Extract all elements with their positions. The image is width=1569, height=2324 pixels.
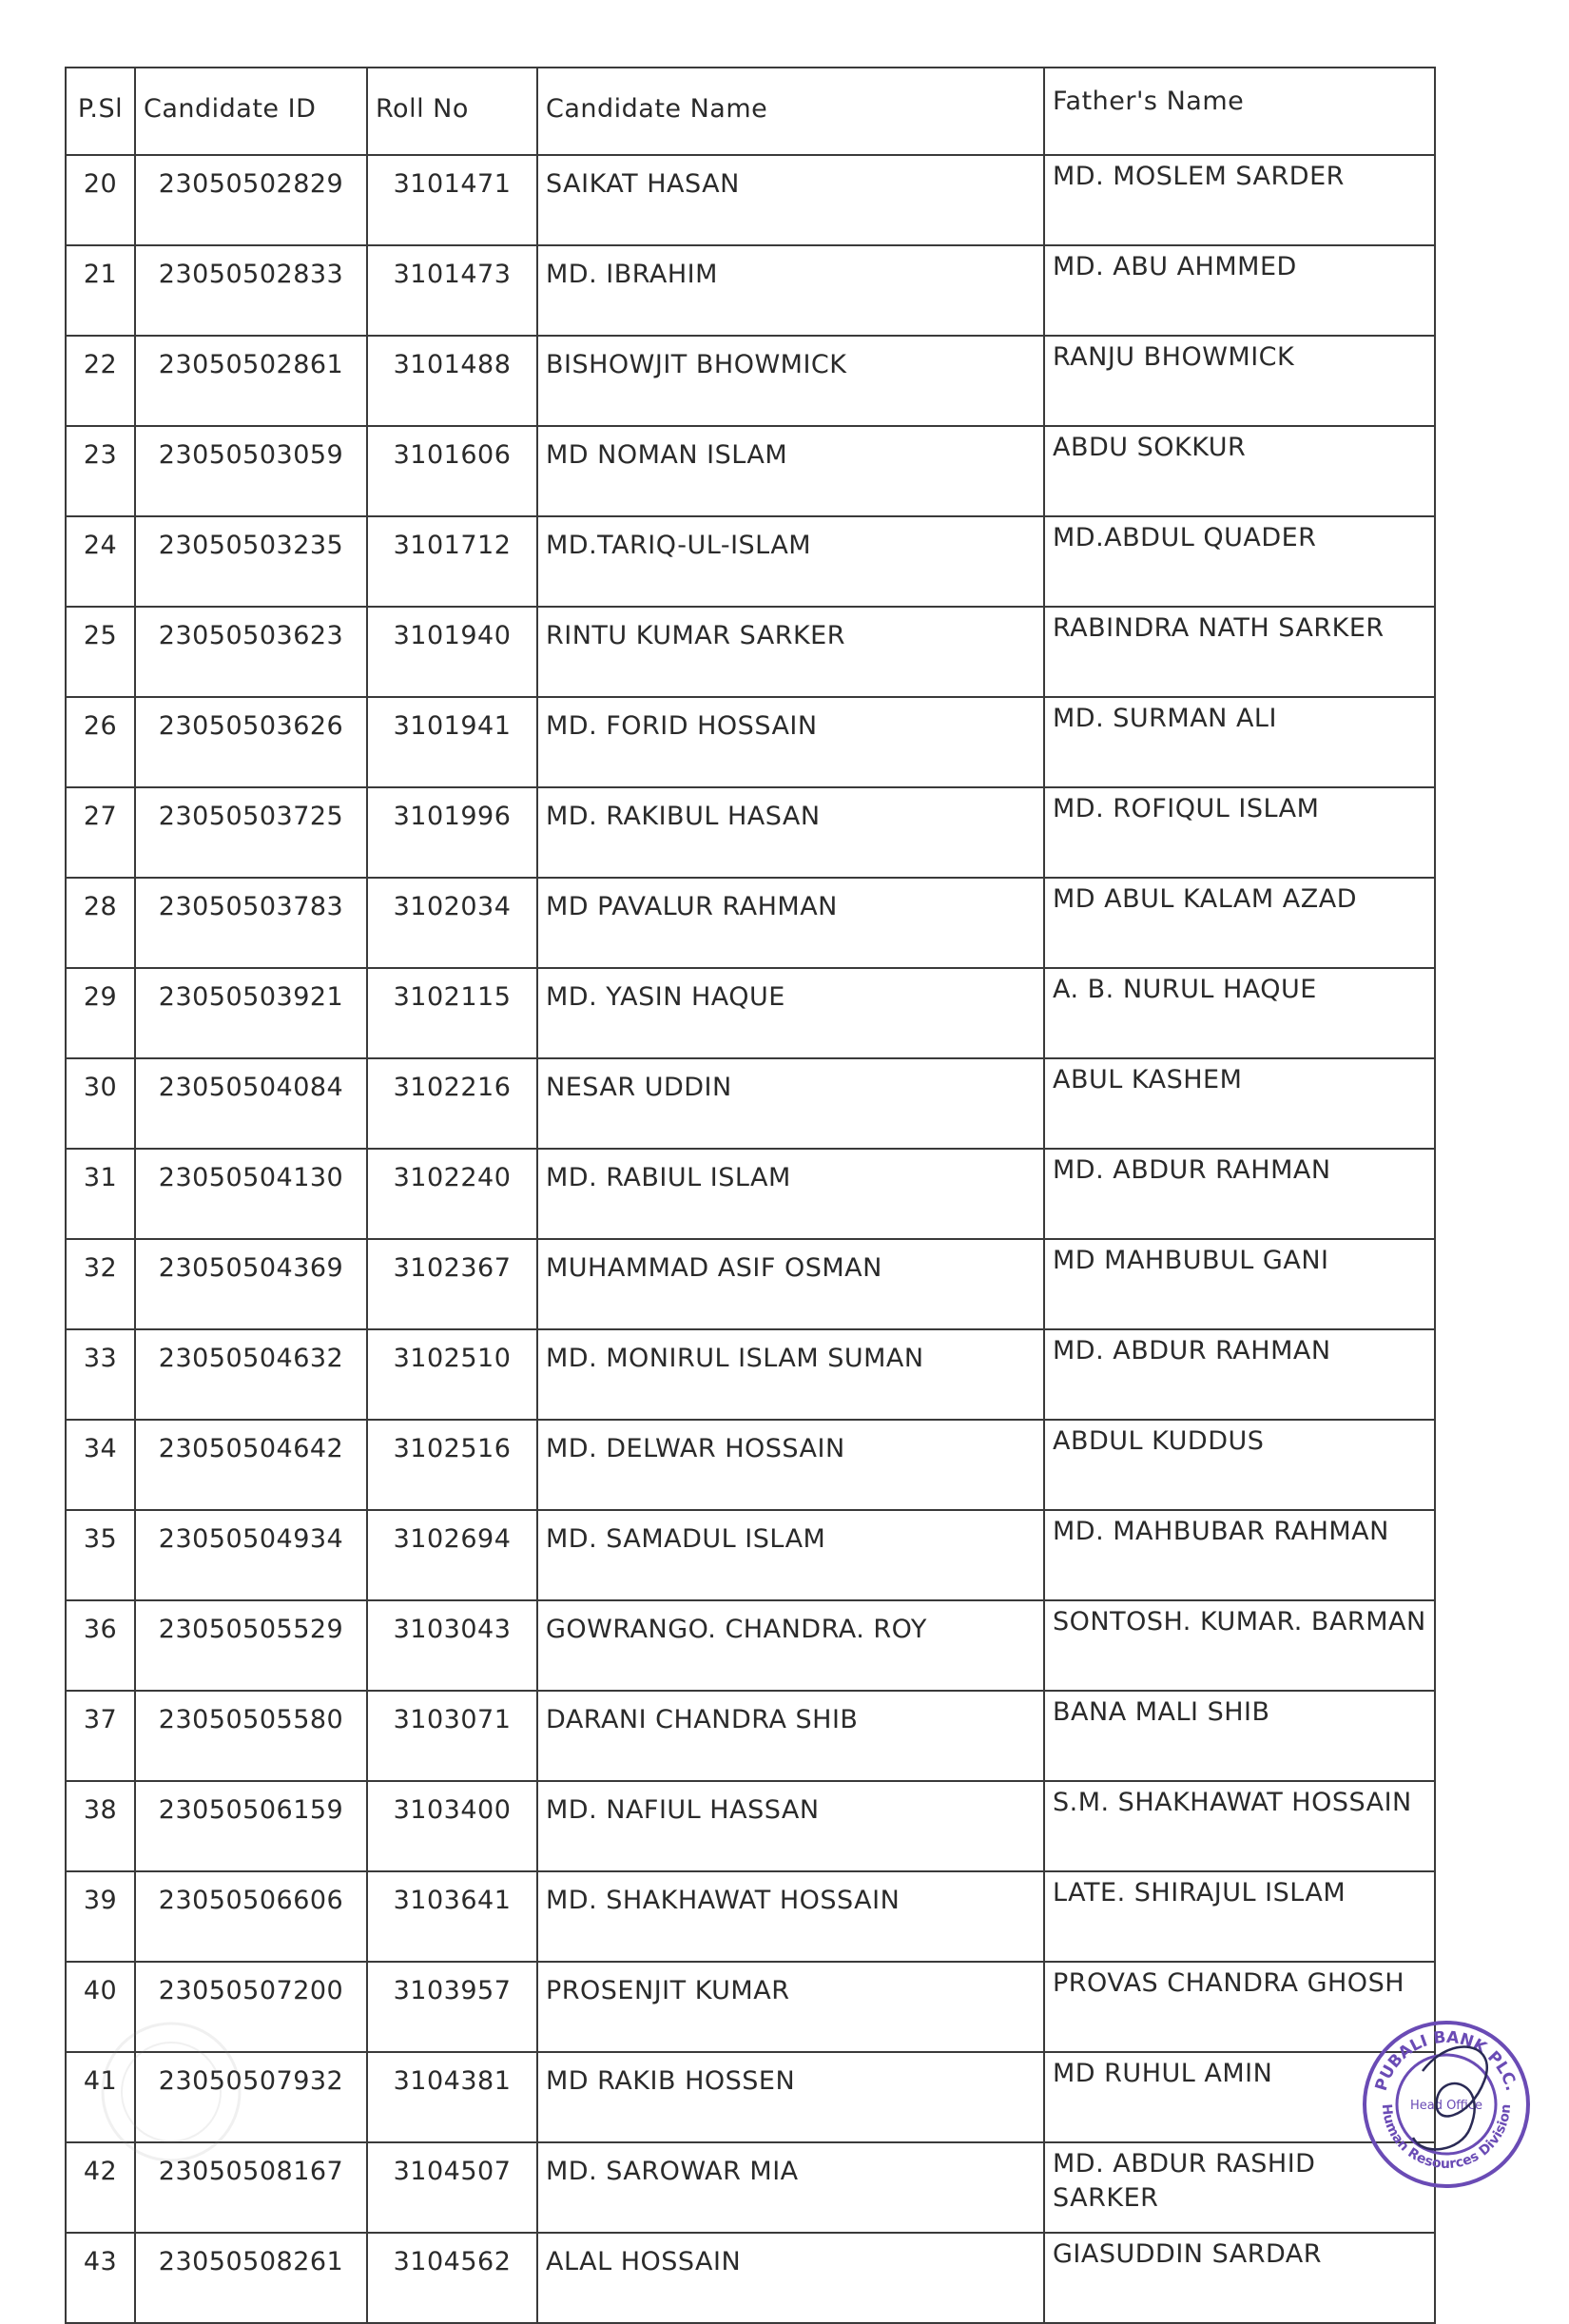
cell-fathers-name: ABDUL KUDDUS <box>1044 1420 1435 1510</box>
table-row <box>66 1781 1435 1871</box>
cell-roll-no: 3101941 <box>367 697 537 787</box>
cell-candidate-id: 23050505529 <box>135 1600 367 1691</box>
cell-candidate-name: MD.TARIQ-UL-ISLAM <box>537 516 1044 607</box>
table-row <box>66 1420 1435 1510</box>
cell-psl: 27 <box>66 787 135 878</box>
cell-candidate-name: GOWRANGO. CHANDRA. ROY <box>537 1600 1044 1691</box>
cell-candidate-id: 23050502861 <box>135 336 367 426</box>
cell-fathers-name: MD RUHUL AMIN <box>1044 2052 1435 2142</box>
cell-candidate-id: 23050504369 <box>135 1239 367 1329</box>
svg-text:PUBALI BANK PLC.: PUBALI BANK PLC. <box>1371 2027 1521 2094</box>
cell-candidate-name: ALAL HOSSAIN <box>537 2233 1044 2323</box>
header-psl: P.Sl <box>66 68 135 155</box>
cell-fathers-name: ABDU SOKKUR <box>1044 426 1435 516</box>
table-row <box>66 1329 1435 1420</box>
cell-psl: 33 <box>66 1329 135 1420</box>
cell-psl: 24 <box>66 516 135 607</box>
table-row <box>66 787 1435 878</box>
cell-psl: 26 <box>66 697 135 787</box>
table-row <box>66 2233 1435 2323</box>
cell-roll-no: 3102516 <box>367 1420 537 1510</box>
cell-candidate-id: 23050503235 <box>135 516 367 607</box>
cell-candidate-id: 23050504642 <box>135 1420 367 1510</box>
cell-fathers-name: RABINDRA NATH SARKER <box>1044 607 1435 697</box>
cell-psl: 20 <box>66 155 135 245</box>
cell-roll-no: 3103071 <box>367 1691 537 1781</box>
cell-candidate-id: 23050508167 <box>135 2142 367 2233</box>
table-row <box>66 1058 1435 1149</box>
cell-candidate-name: MD PAVALUR RAHMAN <box>537 878 1044 968</box>
cell-candidate-name: DARANI CHANDRA SHIB <box>537 1691 1044 1781</box>
cell-candidate-id: 23050503921 <box>135 968 367 1058</box>
cell-roll-no: 3104381 <box>367 2052 537 2142</box>
cell-psl: 25 <box>66 607 135 697</box>
cell-fathers-name: MD. MAHBUBAR RAHMAN <box>1044 1510 1435 1600</box>
table-row <box>66 516 1435 607</box>
table-row <box>66 426 1435 516</box>
cell-fathers-name: MD. ABU AHMMED <box>1044 245 1435 336</box>
table-row <box>66 2142 1435 2233</box>
cell-roll-no: 3101712 <box>367 516 537 607</box>
cell-psl: 31 <box>66 1149 135 1239</box>
cell-candidate-name: MD. NAFIUL HASSAN <box>537 1781 1044 1871</box>
cell-fathers-name: ABUL KASHEM <box>1044 1058 1435 1149</box>
cell-fathers-name: MD. ROFIQUL ISLAM <box>1044 787 1435 878</box>
cell-psl: 39 <box>66 1871 135 1962</box>
cell-fathers-name: MD. SURMAN ALI <box>1044 697 1435 787</box>
table-row <box>66 1239 1435 1329</box>
cell-candidate-id: 23050508261 <box>135 2233 367 2323</box>
table-body <box>66 155 1435 2323</box>
cell-candidate-id: 23050502833 <box>135 245 367 336</box>
table-row <box>66 697 1435 787</box>
cell-candidate-name: MD. RAKIBUL HASAN <box>537 787 1044 878</box>
cell-candidate-id: 23050503626 <box>135 697 367 787</box>
header-roll-no: Roll No <box>367 68 537 155</box>
cell-candidate-name: MD. SHAKHAWAT HOSSAIN <box>537 1871 1044 1962</box>
cell-roll-no: 3102034 <box>367 878 537 968</box>
cell-roll-no: 3102216 <box>367 1058 537 1149</box>
cell-fathers-name: S.M. SHAKHAWAT HOSSAIN <box>1044 1781 1435 1871</box>
cell-psl: 29 <box>66 968 135 1058</box>
cell-candidate-name: NESAR UDDIN <box>537 1058 1044 1149</box>
cell-roll-no: 3101940 <box>367 607 537 697</box>
cell-fathers-name: MD. ABDUR RAHMAN <box>1044 1329 1435 1420</box>
table-row <box>66 336 1435 426</box>
cell-psl: 37 <box>66 1691 135 1781</box>
cell-candidate-name: SAIKAT HASAN <box>537 155 1044 245</box>
cell-psl: 22 <box>66 336 135 426</box>
cell-candidate-name: MD. MONIRUL ISLAM SUMAN <box>537 1329 1044 1420</box>
cell-fathers-name: SONTOSH. KUMAR. BARMAN <box>1044 1600 1435 1691</box>
cell-fathers-name: MD. ABDUR RAHMAN <box>1044 1149 1435 1239</box>
table-row <box>66 2052 1435 2142</box>
cell-roll-no: 3103400 <box>367 1781 537 1871</box>
cell-fathers-name: PROVAS CHANDRA GHOSH <box>1044 1962 1435 2052</box>
table-row <box>66 245 1435 336</box>
cell-candidate-id: 23050504632 <box>135 1329 367 1420</box>
svg-text:Head Office: Head Office <box>1409 2099 1483 2113</box>
cell-candidate-name: PROSENJIT KUMAR <box>537 1962 1044 2052</box>
cell-candidate-id: 23050503725 <box>135 787 367 878</box>
cell-psl: 35 <box>66 1510 135 1600</box>
cell-fathers-name: MD. ABDUR RASHID SARKER <box>1044 2142 1435 2233</box>
cell-psl: 34 <box>66 1420 135 1510</box>
cell-candidate-name: MD. RABIUL ISLAM <box>537 1149 1044 1239</box>
cell-candidate-name: MD RAKIB HOSSEN <box>537 2052 1044 2142</box>
table-row <box>66 607 1435 697</box>
cell-candidate-id: 23050503783 <box>135 878 367 968</box>
cell-fathers-name: MD.ABDUL QUADER <box>1044 516 1435 607</box>
cell-psl: 38 <box>66 1781 135 1871</box>
cell-roll-no: 3102367 <box>367 1239 537 1329</box>
cell-roll-no: 3102115 <box>367 968 537 1058</box>
cell-psl: 42 <box>66 2142 135 2233</box>
cell-roll-no: 3101488 <box>367 336 537 426</box>
cell-fathers-name: MD. MOSLEM SARDER <box>1044 155 1435 245</box>
cell-candidate-name: MD. YASIN HAQUE <box>537 968 1044 1058</box>
table-row <box>66 1510 1435 1600</box>
cell-roll-no: 3101473 <box>367 245 537 336</box>
cell-roll-no: 3101471 <box>367 155 537 245</box>
cell-candidate-name: MUHAMMAD ASIF OSMAN <box>537 1239 1044 1329</box>
cell-roll-no: 3103641 <box>367 1871 537 1962</box>
cell-roll-no: 3103043 <box>367 1600 537 1691</box>
table-header-row <box>66 68 1435 155</box>
cell-psl: 41 <box>66 2052 135 2142</box>
cell-candidate-name: MD. SAMADUL ISLAM <box>537 1510 1044 1600</box>
cell-fathers-name: LATE. SHIRAJUL ISLAM <box>1044 1871 1435 1962</box>
cell-fathers-name: RANJU BHOWMICK <box>1044 336 1435 426</box>
cell-candidate-name: MD. SAROWAR MIA <box>537 2142 1044 2233</box>
cell-roll-no: 3104562 <box>367 2233 537 2323</box>
cell-candidate-name: MD NOMAN ISLAM <box>537 426 1044 516</box>
cell-candidate-id: 23050504130 <box>135 1149 367 1239</box>
table-row <box>66 1691 1435 1781</box>
cell-candidate-id: 23050504934 <box>135 1510 367 1600</box>
cell-candidate-id: 23050502829 <box>135 155 367 245</box>
cell-psl: 23 <box>66 426 135 516</box>
cell-candidate-name: RINTU KUMAR SARKER <box>537 607 1044 697</box>
cell-psl: 36 <box>66 1600 135 1691</box>
cell-psl: 32 <box>66 1239 135 1329</box>
cell-candidate-name: MD. FORID HOSSAIN <box>537 697 1044 787</box>
cell-psl: 28 <box>66 878 135 968</box>
bank-seal-stamp <box>1356 2014 1537 2195</box>
cell-candidate-id: 23050506606 <box>135 1871 367 1962</box>
cell-psl: 30 <box>66 1058 135 1149</box>
cell-roll-no: 3103957 <box>367 1962 537 2052</box>
cell-candidate-id: 23050503059 <box>135 426 367 516</box>
cell-roll-no: 3104507 <box>367 2142 537 2233</box>
table-row <box>66 1149 1435 1239</box>
cell-fathers-name: GIASUDDIN SARDAR <box>1044 2233 1435 2323</box>
cell-roll-no: 3101606 <box>367 426 537 516</box>
table-row <box>66 1871 1435 1962</box>
cell-roll-no: 3102240 <box>367 1149 537 1239</box>
cell-fathers-name: BANA MALI SHIB <box>1044 1691 1435 1781</box>
candidate-list-table <box>65 67 1436 2324</box>
table-row <box>66 1962 1435 2052</box>
cell-candidate-id: 23050507200 <box>135 1962 367 2052</box>
table-row <box>66 878 1435 968</box>
cell-roll-no: 3102510 <box>367 1329 537 1420</box>
cell-candidate-name: BISHOWJIT BHOWMICK <box>537 336 1044 426</box>
cell-fathers-name: MD ABUL KALAM AZAD <box>1044 878 1435 968</box>
table-row <box>66 155 1435 245</box>
cell-candidate-id: 23050503623 <box>135 607 367 697</box>
cell-roll-no: 3102694 <box>367 1510 537 1600</box>
header-fathers-name: Father's Name <box>1044 68 1435 155</box>
cell-candidate-name: MD. DELWAR HOSSAIN <box>537 1420 1044 1510</box>
cell-candidate-id: 23050506159 <box>135 1781 367 1871</box>
cell-roll-no: 3101996 <box>367 787 537 878</box>
cell-psl: 43 <box>66 2233 135 2323</box>
cell-candidate-name: MD. IBRAHIM <box>537 245 1044 336</box>
cell-candidate-id: 23050504084 <box>135 1058 367 1149</box>
header-candidate-name: Candidate Name <box>537 68 1044 155</box>
table-row <box>66 1600 1435 1691</box>
header-candidate-id: Candidate ID <box>135 68 367 155</box>
table-row <box>66 968 1435 1058</box>
cell-fathers-name: MD MAHBUBUL GANI <box>1044 1239 1435 1329</box>
cell-candidate-id: 23050505580 <box>135 1691 367 1781</box>
cell-psl: 40 <box>66 1962 135 2052</box>
faint-seal-impression <box>95 2016 247 2168</box>
cell-fathers-name: A. B. NURUL HAQUE <box>1044 968 1435 1058</box>
cell-candidate-id: 23050507932 <box>135 2052 367 2142</box>
cell-psl: 21 <box>66 245 135 336</box>
svg-text:Human Resources Division: Human Resources Division <box>1378 2102 1515 2173</box>
